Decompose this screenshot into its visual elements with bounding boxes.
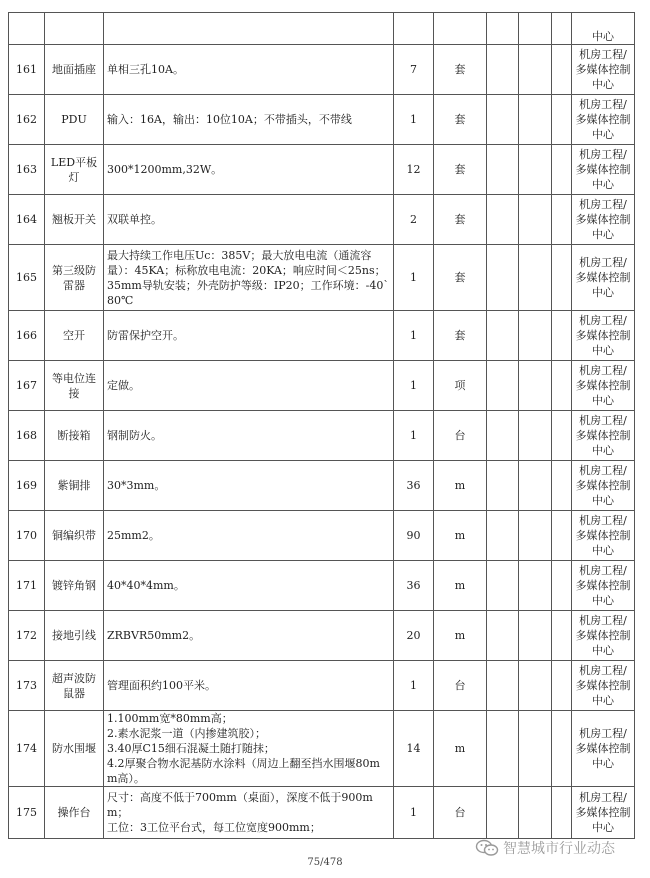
cell-blank-1: [487, 461, 519, 511]
cell-name: 断接箱: [45, 411, 104, 461]
cell-qty: 20: [394, 611, 434, 661]
cell-qty: 90: [394, 511, 434, 561]
table-row: [9, 461, 635, 511]
desc-line: 最大持续工作电压Uc：385V；最大放电电流（通流容量）：45KA；标称放电电流：20KA；响应时间＜25ns；35mm导轨安装；外壳防护等级：IP20；工作环境：-40`80℃: [107, 248, 389, 307]
cell-no: 171: [9, 561, 45, 611]
cell-unit: 套: [434, 311, 487, 361]
cell-unit: 套: [434, 145, 487, 195]
cell-location: [572, 711, 635, 787]
cell-qty: 1: [394, 661, 434, 711]
location-line: 中心: [592, 228, 614, 241]
cell-unit: 套: [434, 95, 487, 145]
location-line: 中心: [592, 344, 614, 357]
table-row: [9, 245, 635, 311]
page-number: 75/478: [307, 857, 343, 868]
location-line: 多媒体控制: [575, 679, 631, 692]
location-line: 机房工程/: [579, 148, 627, 161]
table-row: [9, 195, 635, 245]
cell-no: 173: [9, 661, 45, 711]
location-line: 机房工程/: [579, 314, 627, 327]
cell-unit: m: [434, 711, 487, 787]
table-row: [9, 45, 635, 95]
location-line: 多媒体控制: [575, 479, 631, 492]
cell-unit: 台: [434, 411, 487, 461]
table-row-continued: [9, 13, 635, 45]
cell-blank-1: [487, 145, 519, 195]
cell-name: 等电位连接: [45, 361, 104, 411]
cell-location: [572, 145, 635, 195]
cell-blank-2: [519, 411, 552, 461]
cell-blank-1: [487, 511, 519, 561]
desc-line: 2.素水泥浆一道（内掺建筑胶）；: [107, 727, 266, 740]
table-row: [9, 95, 635, 145]
cell-unit: m: [434, 611, 487, 661]
cell-blank-3: [552, 787, 572, 839]
location-line: 多媒体控制: [575, 579, 631, 592]
cell-blank-2: [519, 361, 552, 411]
location-line: 多媒体控制: [575, 429, 631, 442]
cell-qty: 1: [394, 787, 434, 839]
cell-blank-2: [519, 511, 552, 561]
cell-desc: [104, 787, 394, 839]
cell-name: LED平板灯: [45, 145, 104, 195]
cell-desc: [104, 195, 394, 245]
table-row: [9, 611, 635, 661]
location-line: 机房工程/: [579, 564, 627, 577]
location-line: 多媒体控制: [575, 806, 631, 819]
cell-location: [572, 561, 635, 611]
location-line: 中心: [592, 694, 614, 707]
desc-line: 输入：16A，输出：10位10A；不带插头，不带线: [107, 113, 352, 126]
cell-blank-2: [519, 145, 552, 195]
cell-blank-1: [487, 245, 519, 311]
cell-no: [9, 13, 45, 45]
location-line: 多媒体控制: [575, 329, 631, 342]
cell-blank-1: [487, 711, 519, 787]
cell-no: 164: [9, 195, 45, 245]
cell-location: [572, 511, 635, 561]
location-line: 中心: [592, 494, 614, 507]
location-line: 多媒体控制: [575, 742, 631, 755]
cell-desc: [104, 145, 394, 195]
location-line: 机房工程/: [579, 414, 627, 427]
cell-blank-3: [552, 45, 572, 95]
cell-qty: 12: [394, 145, 434, 195]
cell-blank-2: [519, 661, 552, 711]
cell-desc: [104, 245, 394, 311]
cell-qty: 36: [394, 461, 434, 511]
location-line: 机房工程/: [579, 791, 627, 804]
cell-qty: 1: [394, 245, 434, 311]
cell-no: 162: [9, 95, 45, 145]
cell-no: 172: [9, 611, 45, 661]
location-line: 多媒体控制: [575, 529, 631, 542]
cell-name: 操作台: [45, 787, 104, 839]
cell-blank-3: [552, 661, 572, 711]
cell-qty: 1: [394, 361, 434, 411]
location-line: 中心: [592, 128, 614, 141]
desc-line: 25mm2。: [107, 529, 160, 542]
cell-blank-1: [487, 661, 519, 711]
cell-qty: [394, 13, 434, 45]
cell-unit: m: [434, 561, 487, 611]
cell-unit: 台: [434, 787, 487, 839]
location-line: 中心: [592, 286, 614, 299]
cell-no: 163: [9, 145, 45, 195]
desc-line: 40*40*4mm。: [107, 579, 185, 592]
desc-line: 3.40厚C15细石混凝土随打随抹；: [107, 742, 275, 755]
cell-name: 紫铜排: [45, 461, 104, 511]
cell-location: [572, 95, 635, 145]
location-line: 中心: [592, 644, 614, 657]
cell-unit: 台: [434, 661, 487, 711]
cell-name: 地面插座: [45, 45, 104, 95]
cell-blank-2: [519, 711, 552, 787]
cell-blank-1: [487, 611, 519, 661]
cell-no: 174: [9, 711, 45, 787]
cell-no: 166: [9, 311, 45, 361]
cell-blank-2: [519, 195, 552, 245]
desc-line: 单相三孔10A。: [107, 63, 184, 76]
cell-location: 中心: [572, 13, 635, 45]
cell-blank-2: [519, 45, 552, 95]
cell-blank-1: [487, 561, 519, 611]
cell-name: 第三级防雷器: [45, 245, 104, 311]
cell-desc: [104, 95, 394, 145]
cell-blank-2: [519, 561, 552, 611]
location-line: 中心: [592, 757, 614, 770]
table-row: [9, 411, 635, 461]
location-line: 机房工程/: [579, 464, 627, 477]
cell-blank-3: [552, 145, 572, 195]
table-row: [9, 561, 635, 611]
cell-name: 镀锌角钢: [45, 561, 104, 611]
cell-name: 空开: [45, 311, 104, 361]
cell-location: [572, 195, 635, 245]
cell-unit: [434, 13, 487, 45]
desc-line: 4.2厚聚合物水泥基防水涂料（周边上翻至挡水围堰80mm高）。: [107, 757, 380, 785]
location-line: 中心: [592, 544, 614, 557]
cell-blank-2: [519, 787, 552, 839]
cell-qty: 36: [394, 561, 434, 611]
cell-blank-2: [519, 461, 552, 511]
cell-unit: m: [434, 511, 487, 561]
desc-line: 30*3mm。: [107, 479, 166, 492]
cell-location: [572, 787, 635, 839]
desc-line: 钢制防火。: [107, 429, 162, 442]
cell-desc: [104, 511, 394, 561]
table-row: [9, 145, 635, 195]
location-line: 中心: [592, 178, 614, 191]
desc-line: 定做。: [107, 379, 140, 392]
cell-qty: 2: [394, 195, 434, 245]
cell-blank-3: [552, 511, 572, 561]
cell-name: 接地引线: [45, 611, 104, 661]
desc-line: 尺寸：高度不低于700mm（桌面），深度不低于900mm；: [107, 791, 373, 819]
location-line: 中心: [592, 78, 614, 91]
cell-blank-3: [552, 13, 572, 45]
cell-location: [572, 461, 635, 511]
cell-no: 165: [9, 245, 45, 311]
cell-blank-1: [487, 13, 519, 45]
table-row: [9, 511, 635, 561]
cell-name: 防水围堰: [45, 711, 104, 787]
cell-no: 169: [9, 461, 45, 511]
cell-blank-3: [552, 561, 572, 611]
cell-no: 168: [9, 411, 45, 461]
cell-blank-3: [552, 711, 572, 787]
location-line: 多媒体控制: [575, 271, 631, 284]
cell-desc: [104, 411, 394, 461]
location-line: 多媒体控制: [575, 213, 631, 226]
cell-blank-2: [519, 245, 552, 311]
cell-no: 161: [9, 45, 45, 95]
watermark: [475, 838, 615, 858]
cell-desc: [104, 561, 394, 611]
location-line: 中心: [592, 444, 614, 457]
location-line: 中心: [592, 394, 614, 407]
cell-desc: [104, 661, 394, 711]
table-row: [9, 311, 635, 361]
cell-blank-3: [552, 311, 572, 361]
cell-blank-3: [552, 195, 572, 245]
cell-qty: 1: [394, 311, 434, 361]
location-line: 多媒体控制: [575, 113, 631, 126]
location-line: 机房工程/: [579, 514, 627, 527]
cell-name: 铜编织带: [45, 511, 104, 561]
cell-blank-1: [487, 361, 519, 411]
location-line: 机房工程/: [579, 614, 627, 627]
cell-unit: m: [434, 461, 487, 511]
location-line: 机房工程/: [579, 198, 627, 211]
cell-blank-3: [552, 461, 572, 511]
desc-line: 300*1200mm,32W。: [107, 163, 223, 176]
table-row: [9, 711, 635, 787]
cell-qty: 1: [394, 411, 434, 461]
cell-name: 超声波防鼠器: [45, 661, 104, 711]
location-line: 机房工程/: [579, 48, 627, 61]
location-line: 中心: [592, 594, 614, 607]
cell-name: 翘板开关: [45, 195, 104, 245]
cell-blank-1: [487, 195, 519, 245]
table-row: [9, 661, 635, 711]
location-line: 多媒体控制: [575, 63, 631, 76]
cell-blank-1: [487, 45, 519, 95]
location-line: 多媒体控制: [575, 629, 631, 642]
location-line: 机房工程/: [579, 727, 627, 740]
cell-desc: [104, 711, 394, 787]
cell-desc: [104, 13, 394, 45]
cell-name: PDU: [45, 95, 104, 145]
cell-location: [572, 245, 635, 311]
location-line: 机房工程/: [579, 256, 627, 269]
cell-blank-2: [519, 311, 552, 361]
desc-line: 1.100mm宽*80mm高；: [107, 712, 233, 725]
cell-name: [45, 13, 104, 45]
location-line: 机房工程/: [579, 664, 627, 677]
cell-blank-2: [519, 611, 552, 661]
cell-location: [572, 611, 635, 661]
location-line: 机房工程/: [579, 364, 627, 377]
table-row: [9, 361, 635, 411]
cell-blank-3: [552, 245, 572, 311]
spec-table: [8, 12, 635, 839]
wechat-icon: [475, 839, 499, 857]
cell-location: [572, 45, 635, 95]
desc-line: 双联单控。: [107, 213, 162, 226]
cell-blank-3: [552, 611, 572, 661]
table-body: [9, 13, 635, 839]
location-line: 机房工程/: [579, 98, 627, 111]
cell-desc: [104, 361, 394, 411]
cell-blank-1: [487, 311, 519, 361]
cell-unit: 套: [434, 45, 487, 95]
cell-location: [572, 311, 635, 361]
table-row: [9, 787, 635, 839]
desc-line: 防雷保护空开。: [107, 329, 184, 342]
cell-unit: 项: [434, 361, 487, 411]
desc-line: 管理面积约100平米。: [107, 679, 216, 692]
desc-line: ZRBVR50mm2。: [107, 629, 201, 642]
cell-unit: 套: [434, 245, 487, 311]
cell-blank-1: [487, 95, 519, 145]
cell-desc: [104, 45, 394, 95]
cell-blank-2: [519, 95, 552, 145]
cell-qty: 1: [394, 95, 434, 145]
cell-location: [572, 411, 635, 461]
cell-blank-3: [552, 411, 572, 461]
desc-line: 工位：3工位平台式，每工位宽度900mm；: [107, 821, 321, 834]
cell-qty: 7: [394, 45, 434, 95]
location-line: 多媒体控制: [575, 163, 631, 176]
cell-blank-1: [487, 787, 519, 839]
cell-no: 170: [9, 511, 45, 561]
location-line: 多媒体控制: [575, 379, 631, 392]
cell-desc: [104, 461, 394, 511]
cell-no: 167: [9, 361, 45, 411]
cell-location: [572, 361, 635, 411]
cell-blank-3: [552, 361, 572, 411]
cell-qty: 14: [394, 711, 434, 787]
cell-blank-2: [519, 13, 552, 45]
cell-desc: [104, 311, 394, 361]
cell-location: [572, 661, 635, 711]
location-line: 中心: [592, 821, 614, 834]
cell-blank-1: [487, 411, 519, 461]
watermark-text: 智慧城市行业动态: [503, 841, 615, 857]
cell-desc: [104, 611, 394, 661]
cell-blank-3: [552, 95, 572, 145]
cell-unit: 套: [434, 195, 487, 245]
cell-no: 175: [9, 787, 45, 839]
